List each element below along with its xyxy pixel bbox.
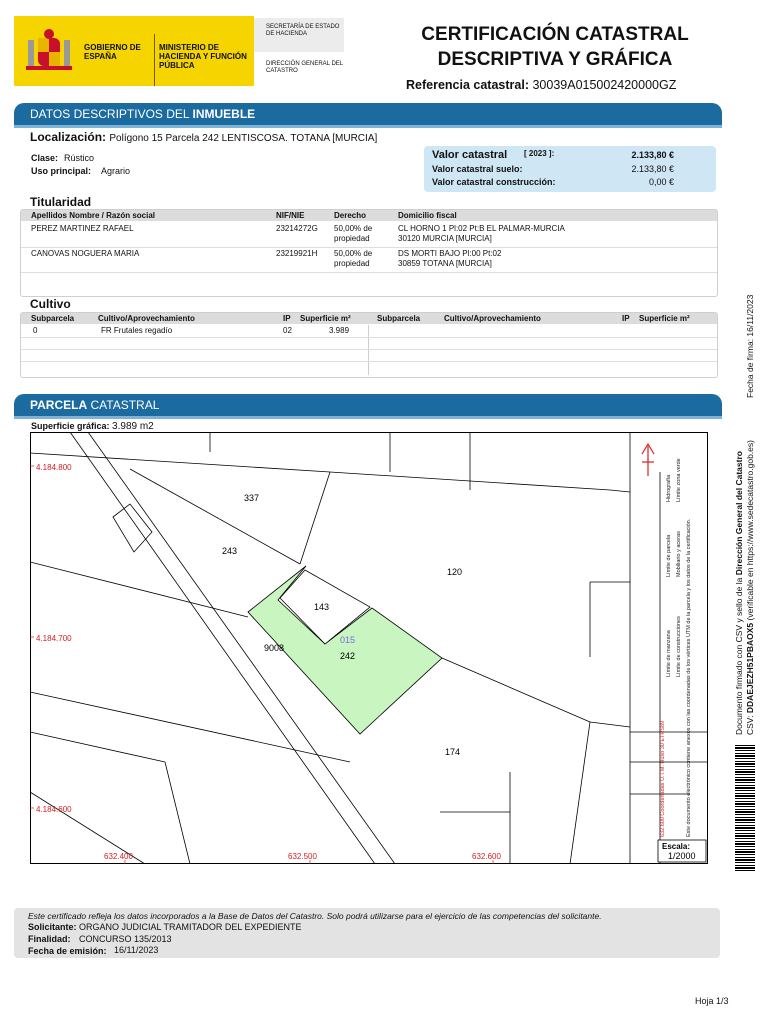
legend-item: Límite de manzana xyxy=(666,630,672,677)
valor-catastral-box xyxy=(424,146,716,192)
side-line-2: CSV: DDAEJEZH51PBAOX5 (verificable en https://www.sedecatastro.gob.es) xyxy=(745,440,755,735)
finalidad-value: CONCURSO 135/2013 xyxy=(79,934,172,944)
legend-item: Hidrografía xyxy=(666,474,672,502)
finalidad-label: Finalidad: xyxy=(28,934,71,944)
side-line-1: Documento firmado con CSV y sello de la Dirección General del Catastro xyxy=(734,451,744,735)
x-coord-label: 632.400 xyxy=(104,852,133,861)
poligono-code: 015 xyxy=(340,635,356,645)
th-nif: NIF/NIE xyxy=(276,211,305,220)
valor-label: Valor catastral xyxy=(432,149,508,161)
table-row xyxy=(21,247,717,271)
construccion-value: 0,00 € xyxy=(648,177,674,187)
cultivo-table xyxy=(20,312,718,378)
row-nif: 23219921H xyxy=(276,249,318,258)
row-derecho-1: 50,00% de xyxy=(334,224,373,233)
y-coord-label: 4.184.600 xyxy=(36,805,72,814)
th-superficie: Superficie m² xyxy=(300,314,351,323)
parcel-number: 174 xyxy=(445,747,461,757)
datos-section-header xyxy=(14,103,722,128)
table-row xyxy=(21,222,717,246)
superficie-grafica-line xyxy=(31,421,154,432)
row-derecho-1: 50,00% de xyxy=(334,249,373,258)
page-number: Hoja 1/3 xyxy=(695,996,729,1006)
titularidad-table xyxy=(20,209,718,297)
fecha-label: Fecha de emisión: xyxy=(28,946,107,956)
row-nombre: CANOVAS NOGUERA MARIA xyxy=(31,249,140,258)
escala-label: Escala: xyxy=(662,842,691,851)
parcel-number: 9008 xyxy=(264,643,285,653)
th-cultivo-2: Cultivo/Aprovechamiento xyxy=(444,314,541,323)
referencia-label: Referencia catastral: xyxy=(406,78,529,92)
parcela-title-b: CATASTRAL xyxy=(90,398,160,412)
side-fecha xyxy=(745,294,755,400)
solicitante-value: ORGANO JUDICIAL TRAMITADOR DEL EXPEDIENTE xyxy=(79,922,302,932)
row-cultivo: FR Frutales regadío xyxy=(101,326,173,335)
x-coord-label: 632.500 xyxy=(288,852,317,861)
government-logo-band xyxy=(14,16,254,86)
clase-label: Clase: xyxy=(31,153,59,163)
legend-item: Límite de construcciones xyxy=(676,616,682,677)
superficie-grafica-label: Superficie gráfica: xyxy=(31,421,110,431)
parcel-number: 120 xyxy=(447,567,463,577)
y-coord-label: 4.184.700 xyxy=(36,634,72,643)
parcela-title-a: PARCELA xyxy=(30,398,88,412)
side-signature-text xyxy=(734,440,755,737)
superficie-grafica-value: 3.989 m2 xyxy=(112,421,154,432)
ministerio-label: MINISTERIO DE HACIENDA Y FUNCIÓN PÚBLICA xyxy=(159,43,247,70)
th-ip: IP xyxy=(283,314,291,323)
th-ip-2: IP xyxy=(622,314,630,323)
row-nombre: PEREZ MARTINEZ RAFAEL xyxy=(31,224,134,233)
parcel-number: 143 xyxy=(314,602,330,612)
th-derecho: Derecho xyxy=(334,211,367,220)
construccion-label: Valor catastral construcción: xyxy=(432,177,556,187)
x-coord-label: 632.600 xyxy=(472,852,501,861)
row-domicilio-1: DS MORTI BAJO Pl:00 Pt:02 xyxy=(398,249,502,258)
coat-of-arms-icon xyxy=(24,26,74,76)
localizacion-line xyxy=(30,130,377,144)
row-domicilio-2: 30120 MURCIA [MURCIA] xyxy=(398,234,492,243)
row-nif: 23214272G xyxy=(276,224,318,233)
uso-label: Uso principal: xyxy=(31,166,92,176)
table-row xyxy=(21,325,361,337)
th-cultivo: Cultivo/Aprovechamiento xyxy=(98,314,195,323)
legend-item: Límite zona verde xyxy=(676,458,682,502)
localizacion-value: Polígono 15 Parcela 242 LENTISCOSA. TOTANA [MURCIA] xyxy=(109,133,378,144)
title-line-1: CERTIFICACIÓN CATASTRAL xyxy=(421,24,689,45)
th-nombre: Apellidos Nombre / Razón social xyxy=(31,211,156,220)
title-line-2: DESCRIPTIVA Y GRÁFICA xyxy=(437,49,673,70)
footer-box xyxy=(14,908,720,958)
row-domicilio-1: CL HORNO 1 Pl:02 Pt:B EL PALMAR-MURCIA xyxy=(398,224,565,233)
secretaria-label: SECRETARÍA DE ESTADO DE HACIENDA xyxy=(254,18,344,52)
suelo-label: Valor catastral suelo: xyxy=(432,164,523,174)
document-title xyxy=(400,22,710,72)
footer-note: Este certificado refleja los datos incorporados a la Base de Datos del Catastro. Solo podrá utilizarse para el ejercicio de las competencias del solicitante. xyxy=(28,911,602,921)
legend-item: Mobiliario y aceras xyxy=(676,531,682,577)
parcel-number: 337 xyxy=(244,493,260,503)
barcode-image xyxy=(735,745,755,873)
titularidad-header-row xyxy=(21,210,717,221)
referencia-value: 30039A015002420000GZ xyxy=(532,78,677,92)
parcel-number: 243 xyxy=(222,546,238,556)
row-derecho-2: propiedad xyxy=(334,259,370,268)
th-subparcela-2: Subparcela xyxy=(377,314,421,323)
referencia-line xyxy=(406,78,676,92)
row-derecho-2: propiedad xyxy=(334,234,370,243)
th-domicilio: Domicilio fiscal xyxy=(398,211,457,220)
logo-divider xyxy=(154,34,155,86)
fecha-value: 16/11/2023 xyxy=(114,945,159,955)
uso-value: Agrario xyxy=(101,166,131,176)
direccion-label: DIRECCIÓN GENERAL DEL CATASTRO xyxy=(266,61,343,74)
cadastral-map[interactable] xyxy=(30,432,708,864)
datos-title-b: INMUEBLE xyxy=(192,107,256,121)
gobierno-label: GOBIERNO DE ESPAÑA xyxy=(84,43,141,61)
valor-value: 2.133,80 € xyxy=(631,150,674,160)
cultivo-header-row xyxy=(21,313,717,324)
th-subparcela: Subparcela xyxy=(31,314,75,323)
row-ip: 02 xyxy=(283,326,292,335)
side-fecha-text: Fecha de firma: 16/11/2023 xyxy=(745,294,755,398)
coords-note: 632.600 Coordenadas U.T.M. Huso 30 ETRS89 xyxy=(660,720,666,837)
solicitante-label: Solicitante: xyxy=(28,922,77,932)
titularidad-title: Titularidad xyxy=(30,195,92,209)
suelo-value: 2.133,80 € xyxy=(631,164,674,174)
th-superficie-2: Superficie m² xyxy=(639,314,690,323)
escala-value: 1/2000 xyxy=(668,851,696,861)
parcela-section-header xyxy=(14,394,722,419)
datos-title-a: DATOS DESCRIPTIVOS DEL xyxy=(30,107,190,121)
valor-year: [ 2023 ]: xyxy=(524,149,555,158)
cultivo-title: Cultivo xyxy=(30,297,71,311)
y-coord-label: 4.184.800 xyxy=(36,463,72,472)
legend-item: Límite de parcela xyxy=(666,534,672,577)
row-domicilio-2: 30859 TOTANA [MURCIA] xyxy=(398,259,492,268)
row-superficie: 3.989 xyxy=(329,326,350,335)
row-subparcela: 0 xyxy=(33,326,38,335)
localizacion-label: Localización: xyxy=(30,130,107,144)
electronic-note: Este documento electrónico contiene anexos con las coordenadas de los vértices UTM de la parcela y los datos de la certificación. xyxy=(686,518,692,837)
parcel-number: 242 xyxy=(340,651,356,661)
clase-value: Rústico xyxy=(64,153,95,163)
